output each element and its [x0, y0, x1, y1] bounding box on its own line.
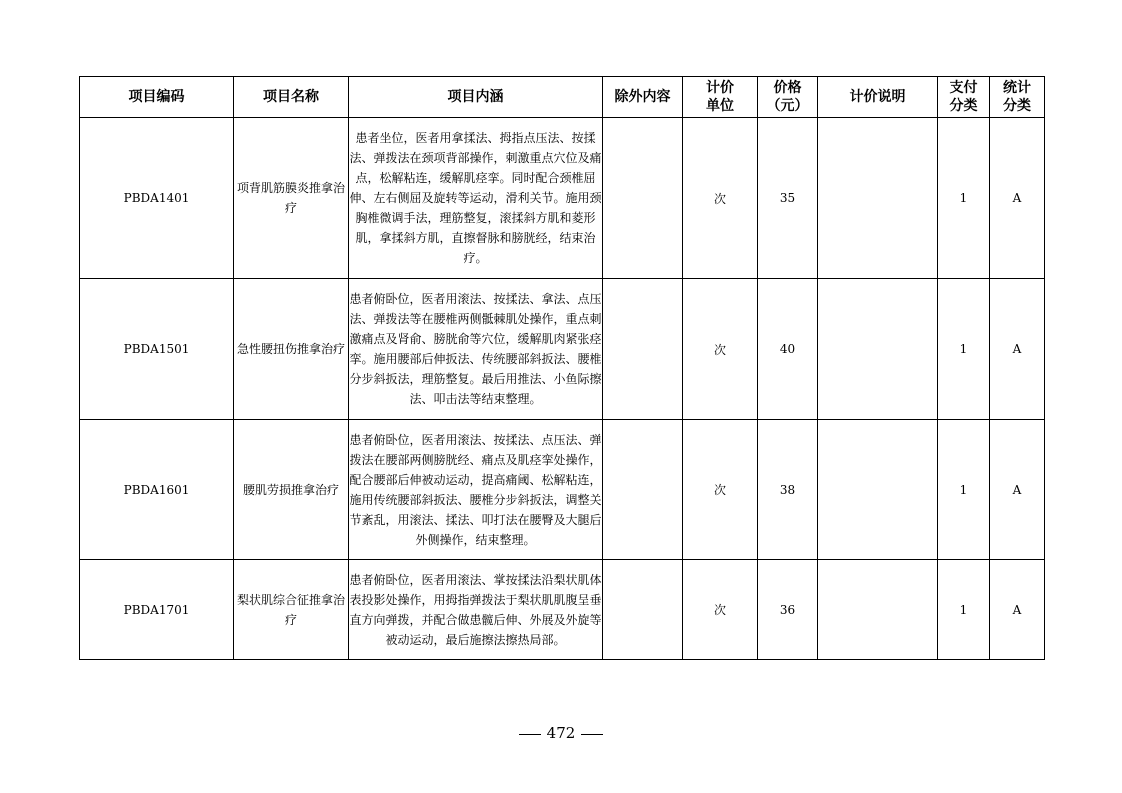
cell-stat: A: [990, 560, 1045, 660]
cell-note: [818, 560, 938, 660]
cell-code: PBDA1701: [80, 560, 234, 660]
cell-content: 患者坐位，医者用拿揉法、拇指点压法、按揉法、弹拨法在颈项背部操作，刺激重点穴位及痛点，松解粘连，缓解肌痉挛。同时配合颈椎屈伸、左右侧屈及旋转等运动，滑利关节。施用颈胸椎微调手法，理筋整复，滚揉斜方肌和菱形肌，拿揉斜方肌，直擦督脉和膀胱经，结束治疗。: [349, 118, 603, 279]
cell-price: 38: [758, 420, 818, 560]
header-stat: [990, 77, 1045, 118]
table-row: [80, 420, 1045, 560]
footer-dash-right: [581, 734, 603, 735]
cell-price: 40: [758, 279, 818, 420]
page-number: 472: [546, 724, 576, 742]
cell-content: 患者俯卧位，医者用滚法、掌按揉法沿梨状肌体表投影处操作，用拇指弹拨法于梨状肌肌腹呈垂直方向弹拨，并配合做患髋后伸、外展及外旋等被动运动，最后施擦法擦热局部。: [349, 560, 603, 660]
cell-name: 急性腰扭伤推拿治疗: [234, 279, 349, 420]
footer-dash-left: [519, 734, 541, 735]
page-footer: [0, 724, 1122, 742]
cell-excluded: [603, 420, 683, 560]
cell-excluded: [603, 279, 683, 420]
cell-code: PBDA1401: [80, 118, 234, 279]
table-row: [80, 118, 1045, 279]
header-unit-line1: 计价: [706, 80, 734, 96]
price-table: [79, 76, 1045, 660]
cell-price: 36: [758, 560, 818, 660]
cell-excluded: [603, 118, 683, 279]
header-pay-line2: 分类: [949, 98, 978, 114]
header-pay: [938, 77, 990, 118]
cell-code: PBDA1601: [80, 420, 234, 560]
header-code: 项目编码: [80, 77, 234, 118]
header-excluded: 除外内容: [603, 77, 683, 118]
price-table-container: [79, 76, 1045, 660]
header-pay-line1: 支付: [949, 80, 978, 96]
cell-pay: 1: [938, 560, 990, 660]
cell-pay: 1: [938, 118, 990, 279]
cell-pay: 1: [938, 279, 990, 420]
header-unit: [683, 77, 758, 118]
cell-unit: 次: [683, 420, 758, 560]
cell-name: 项背肌筋膜炎推拿治疗: [234, 118, 349, 279]
cell-note: [818, 118, 938, 279]
cell-price: 35: [758, 118, 818, 279]
cell-content: 患者俯卧位，医者用滚法、按揉法、点压法、弹拨法在腰部两侧膀胱经、痛点及肌痉挛处操作，配合腰部后伸被动运动，提高痛阈、松解粘连，施用传统腰部斜扳法、腰椎分步斜扳法，调整关节紊乱，用滚法、揉法、叩打法在腰臀及大腿后外侧操作，结束整理。: [349, 420, 603, 560]
cell-note: [818, 420, 938, 560]
table-row: [80, 560, 1045, 660]
header-content: 项目内涵: [349, 77, 603, 118]
cell-unit: 次: [683, 560, 758, 660]
header-name: 项目名称: [234, 77, 349, 118]
cell-unit: 次: [683, 279, 758, 420]
header-price-line1: 价格: [773, 80, 802, 96]
cell-note: [818, 279, 938, 420]
cell-stat: A: [990, 279, 1045, 420]
cell-stat: A: [990, 118, 1045, 279]
cell-name: 梨状肌综合征推拿治疗: [234, 560, 349, 660]
cell-content: 患者俯卧位，医者用滚法、按揉法、拿法、点压法、弹拨法等在腰椎两侧骶棘肌处操作，重点刺激痛点及肾俞、膀胱俞等穴位，缓解肌肉紧张痉挛。施用腰部后伸扳法、传统腰部斜扳法、腰椎分步斜扳法，理筋整复。最后用推法、小鱼际擦法、叩击法等结束整理。: [349, 279, 603, 420]
table-row: [80, 279, 1045, 420]
cell-excluded: [603, 560, 683, 660]
header-stat-line2: 分类: [1003, 98, 1031, 114]
header-price-line2: （元）: [766, 98, 809, 114]
header-row: [80, 77, 1045, 118]
header-price: [758, 77, 818, 118]
header-note: 计价说明: [818, 77, 938, 118]
header-stat-line1: 统计: [1003, 80, 1031, 96]
cell-stat: A: [990, 420, 1045, 560]
cell-code: PBDA1501: [80, 279, 234, 420]
header-unit-line2: 单位: [706, 98, 734, 114]
cell-pay: 1: [938, 420, 990, 560]
cell-name: 腰肌劳损推拿治疗: [234, 420, 349, 560]
cell-unit: 次: [683, 118, 758, 279]
